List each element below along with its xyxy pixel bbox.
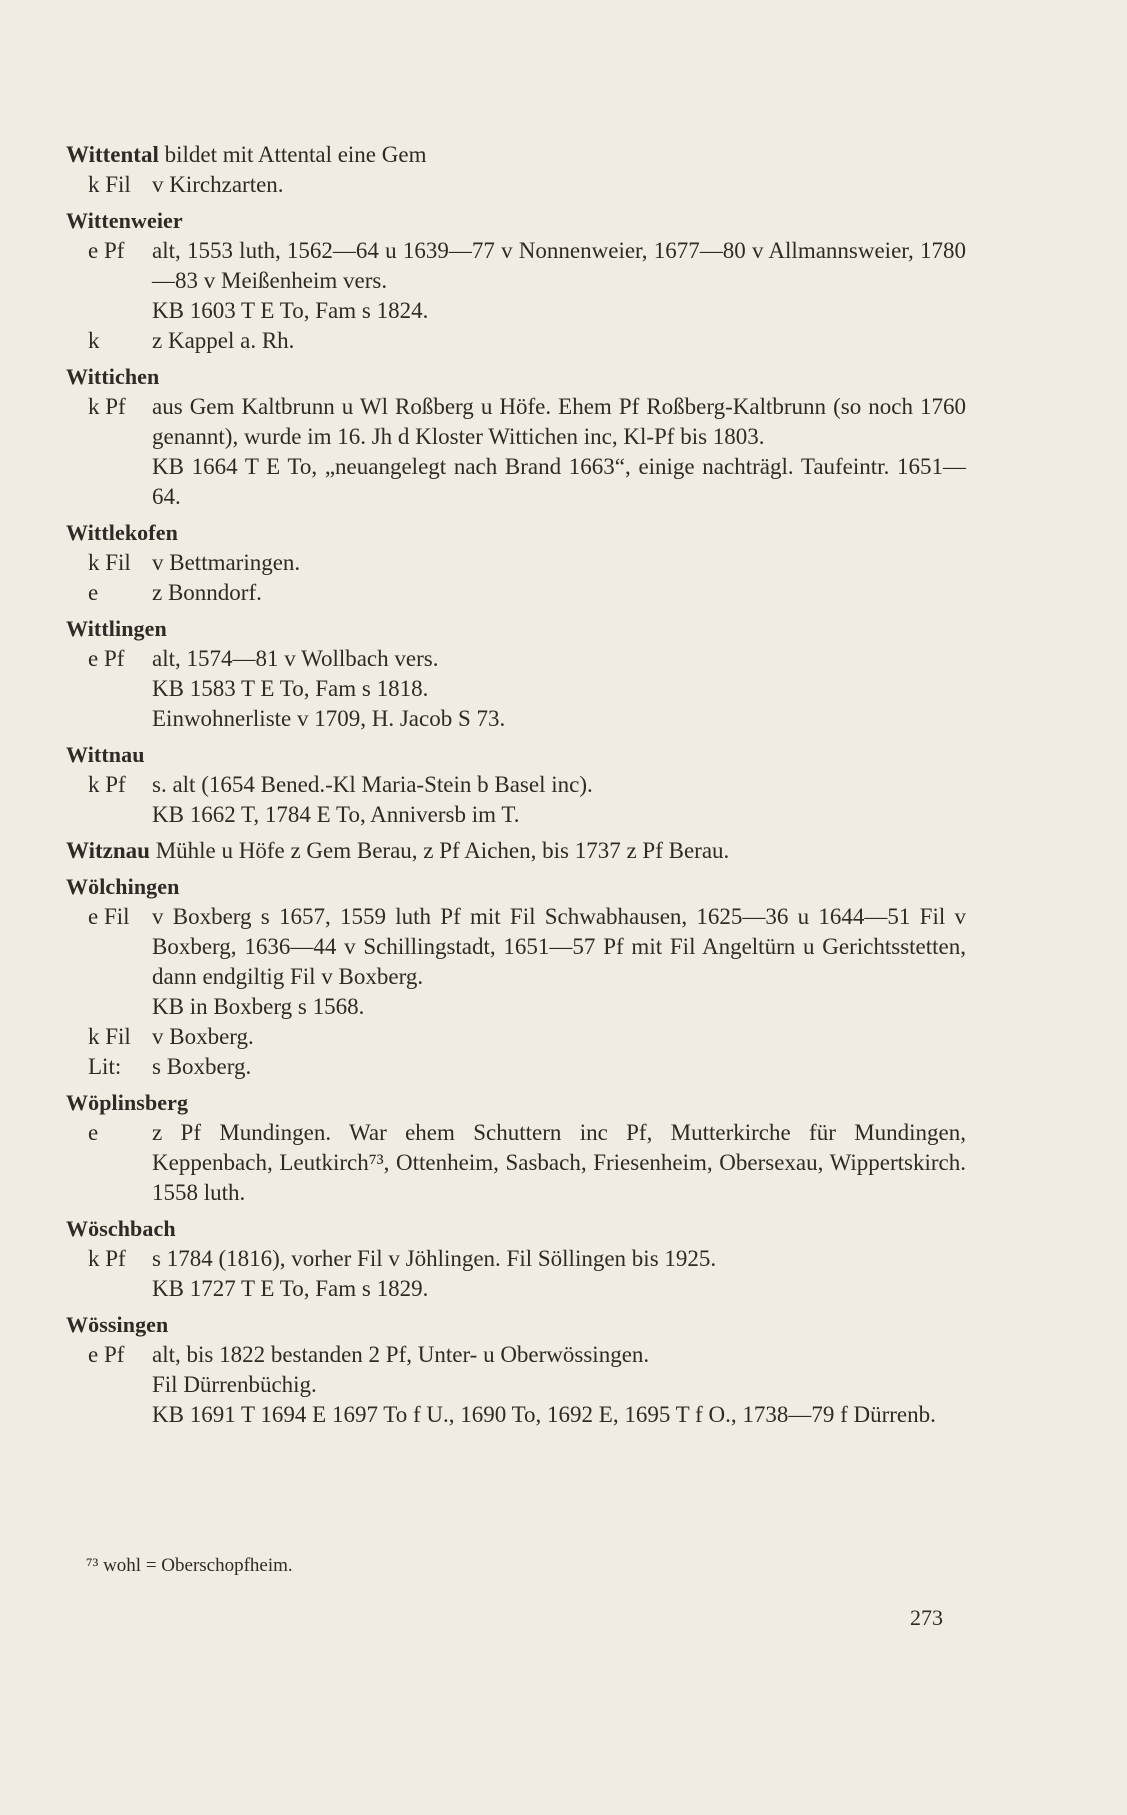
entry-text-line: z Kappel a. Rh.: [152, 328, 295, 353]
entry-text: [152, 236, 966, 326]
entry-text-line: v Bettmaringen.: [152, 550, 301, 575]
entry-label: k Fil: [88, 1024, 131, 1049]
entry-label: Lit:: [88, 1054, 122, 1079]
entry-label: k Pf: [88, 394, 126, 419]
entry-text: [152, 1244, 966, 1304]
entry: [66, 1310, 966, 1430]
entry: [66, 1088, 966, 1208]
entry-text-line: v Boxberg.: [152, 1024, 254, 1049]
entry-text: [152, 1340, 966, 1430]
entry-headword: Wittental: [66, 142, 159, 167]
entry: [66, 1214, 966, 1304]
entry-text-line: Einwohnerliste v 1709, H. Jacob S 73.: [152, 706, 506, 731]
entry-text-line: s Boxberg.: [152, 1054, 252, 1079]
entry-text-line: z Pf Mundingen. War ehem Schuttern inc Pf, Mutterkirche für Mundingen, Keppenbach, Leutkirch⁷³, Ottenheim, Sasbach, Friesenheim, Obersexau, Wippertskirch. 1558 luth.: [152, 1120, 966, 1205]
entry-text-line: KB 1583 T E To, Fam s 1818.: [152, 676, 429, 701]
entry-list: [66, 140, 966, 1430]
entry-text: [152, 548, 966, 578]
entry-text: [152, 902, 966, 1022]
entry-text: [152, 1052, 966, 1082]
entry-text: [152, 770, 966, 830]
entry-label: k Pf: [88, 772, 126, 797]
entry-text: [152, 326, 966, 356]
entry-row: [66, 392, 966, 512]
entry-head-line: [66, 836, 966, 866]
entry-row: [66, 770, 966, 830]
entry: [66, 614, 966, 734]
entry-headword: Wittichen: [66, 364, 160, 389]
entry-text-line: KB 1727 T E To, Fam s 1829.: [152, 1276, 429, 1301]
entry-text-line: Fil Dürrenbüchig.: [152, 1372, 317, 1397]
entry-text-line: KB 1603 T E To, Fam s 1824.: [152, 298, 429, 323]
entry-row: [66, 1022, 966, 1052]
entry-label: k Fil: [88, 172, 131, 197]
entry-label: k Fil: [88, 550, 131, 575]
entry-text: [152, 1118, 966, 1208]
entry-text-line: KB 1662 T, 1784 E To, Anniversb im T.: [152, 802, 520, 827]
entry-label: e Pf: [88, 238, 125, 263]
entry-label: k: [88, 328, 100, 353]
entry-text-line: s. alt (1654 Bened.-Kl Maria-Stein b Basel inc).: [152, 772, 593, 797]
entry-text-line: v Boxberg s 1657, 1559 luth Pf mit Fil Schwabhausen, 1625—36 u 1644—51 Fil v Boxberg, 1636—44 v Schillingstadt, 1651—57 Pf mit Fil Angeltürn u Gerichtsstetten, dann endgiltig Fil v Boxberg.: [152, 904, 966, 989]
footnote: ⁷³ wohl = Oberschopfheim.: [86, 1555, 293, 1576]
entry: [66, 740, 966, 830]
entry-headword: Wöschbach: [66, 1216, 176, 1241]
entry-text-line: KB 1691 T 1694 E 1697 To f U., 1690 To, 1692 E, 1695 T f O., 1738—79 f Dürrenb.: [152, 1402, 936, 1427]
entry-row: [66, 236, 966, 326]
entry-headword: Wittnau: [66, 742, 145, 767]
entry-label: e Fil: [88, 904, 130, 929]
entry-headword: Wittlekofen: [66, 520, 178, 545]
entry: [66, 518, 966, 608]
entry-row: [66, 1052, 966, 1082]
entry: [66, 206, 966, 356]
entry-row: [66, 170, 966, 200]
page-number: 273: [910, 1605, 943, 1630]
entry-text-line: alt, 1574—81 v Wollbach vers.: [152, 646, 439, 671]
entry-headword: Wittlingen: [66, 616, 167, 641]
entry-headword: Wölchingen: [66, 874, 180, 899]
entry-row: [66, 578, 966, 608]
entry-row: [66, 326, 966, 356]
entry: [66, 872, 966, 1082]
entry-text-line: KB 1664 T E To, „neuangelegt nach Brand 1663“, einige nachträgl. Taufeintr. 1651—64.: [152, 454, 966, 509]
entry-row: [66, 1244, 966, 1304]
entry-headword: Wössingen: [66, 1312, 169, 1337]
entry-text: [152, 578, 966, 608]
entry-text: [152, 1022, 966, 1052]
entry-row: [66, 644, 966, 734]
entry-text: [152, 392, 966, 512]
entry-row: [66, 1118, 966, 1208]
entry-text-line: z Bonndorf.: [152, 580, 262, 605]
entry-inline-text: bildet mit Attental eine Gem: [164, 142, 427, 167]
entry-text: [152, 170, 966, 200]
entry-label: e Pf: [88, 1342, 125, 1367]
entry-text-line: alt, 1553 luth, 1562—64 u 1639—77 v Nonnenweier, 1677—80 v Allmannsweier, 1780—83 v Meißenheim vers.: [152, 238, 966, 293]
entry-headword: Wöplinsberg: [66, 1090, 189, 1115]
entry-row: [66, 902, 966, 1022]
entry-row: [66, 548, 966, 578]
entry-headword: Witznau: [66, 838, 150, 863]
entry-inline-text: Mühle u Höfe z Gem Berau, z Pf Aichen, bis 1737 z Pf Berau.: [155, 838, 730, 863]
entry: [66, 362, 966, 512]
entry-row: [66, 1340, 966, 1430]
entry-text-line: KB in Boxberg s 1568.: [152, 994, 365, 1019]
entry-text-line: s 1784 (1816), vorher Fil v Jöhlingen. Fil Söllingen bis 1925.: [152, 1246, 717, 1271]
entry-head-line: [66, 140, 966, 170]
entry-text-line: aus Gem Kaltbrunn u Wl Roßberg u Höfe. Ehem Pf Roßberg-Kaltbrunn (so noch 1760 genannt), wurde im 16. Jh d Kloster Wittichen inc, Kl-Pf bis 1803.: [152, 394, 966, 449]
entry: [66, 140, 966, 200]
entry-label: e: [88, 1120, 99, 1145]
entry-text: [152, 644, 966, 734]
entry-headword: Wittenweier: [66, 208, 183, 233]
entry-text-line: alt, bis 1822 bestanden 2 Pf, Unter- u Oberwössingen.: [152, 1342, 650, 1367]
entry-label: e: [88, 580, 99, 605]
entry-label: k Pf: [88, 1246, 126, 1271]
entry-text-line: v Kirchzarten.: [152, 172, 284, 197]
entry-label: e Pf: [88, 646, 125, 671]
entry: [66, 836, 966, 866]
